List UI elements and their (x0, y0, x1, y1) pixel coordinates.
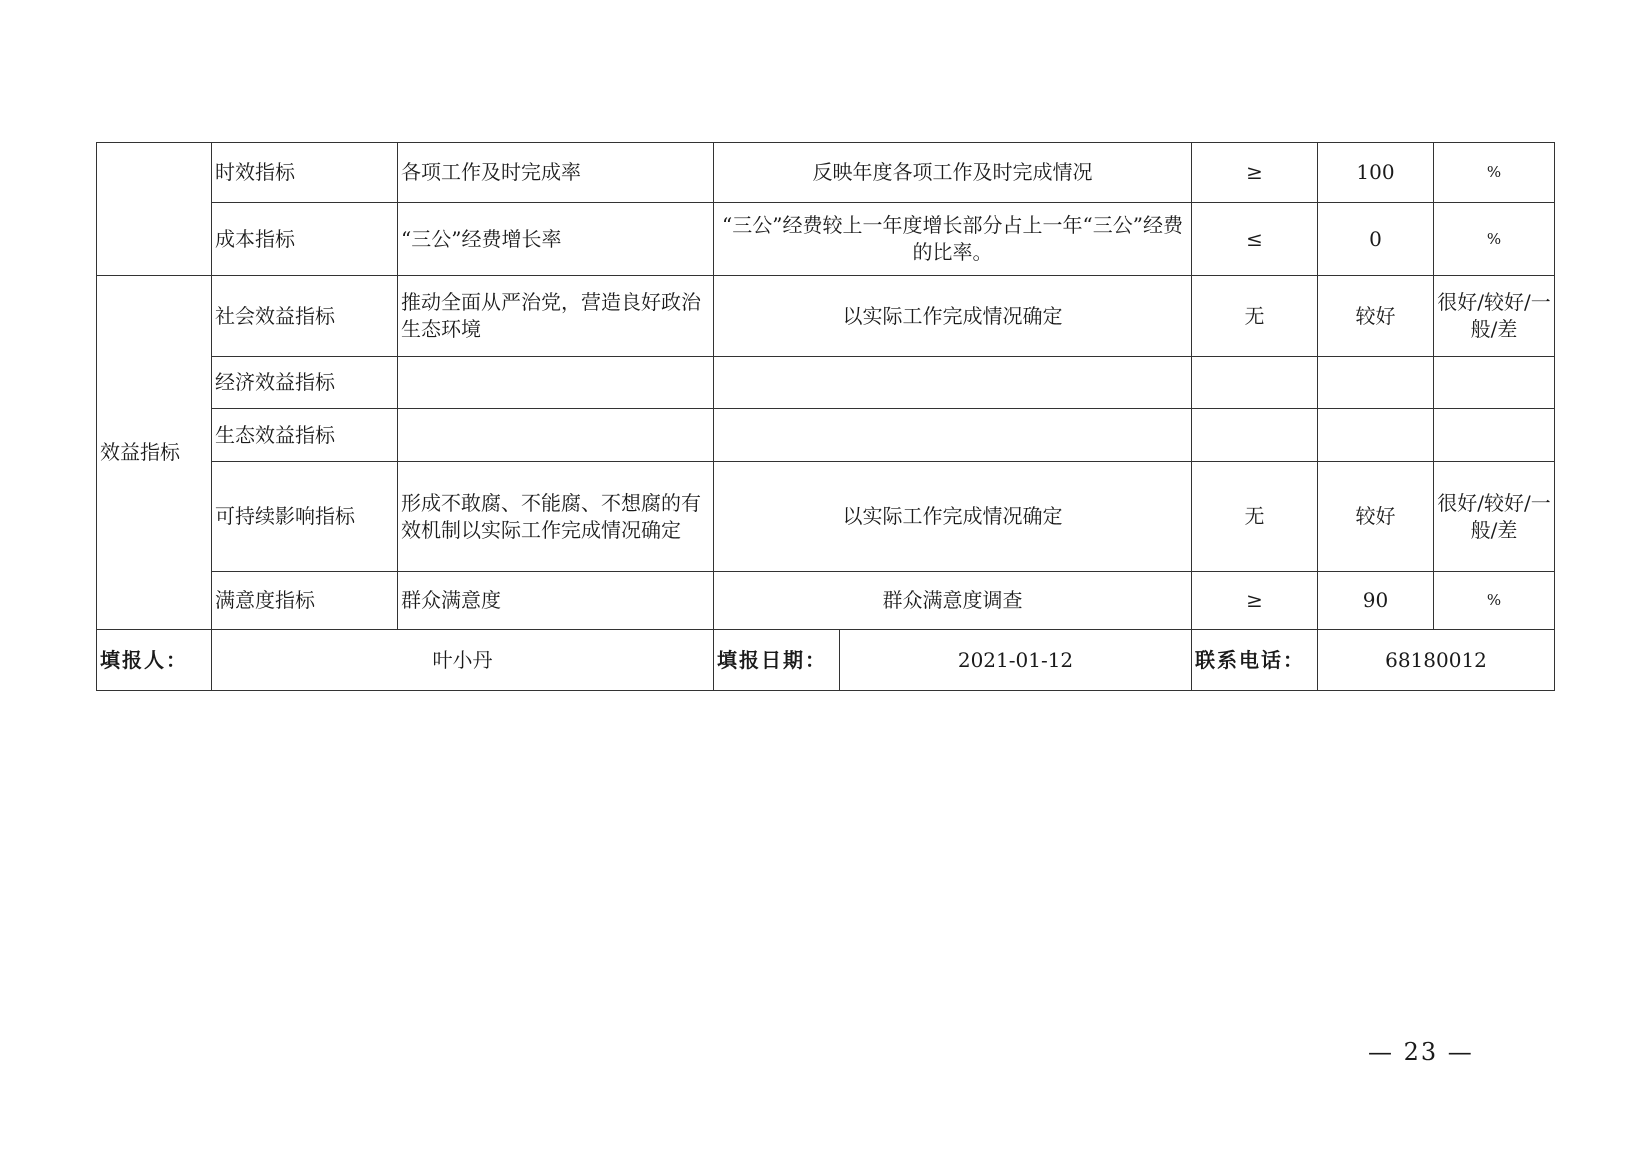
item-cell: “三公”经费增长率 (398, 203, 714, 276)
page-number: — 23 — (1368, 1038, 1474, 1066)
operator-cell (1192, 409, 1318, 462)
item-cell: 推动全面从严治党，营造良好政治生态环境 (398, 276, 714, 357)
target-cell: 90 (1318, 572, 1434, 630)
description-cell (714, 357, 1192, 409)
table-row (97, 203, 1555, 276)
table-row (97, 276, 1555, 357)
item-cell (398, 409, 714, 462)
description-cell: 反映年度各项工作及时完成情况 (714, 143, 1192, 203)
benefit-category-cell: 效益指标 (97, 276, 212, 630)
operator-cell: 无 (1192, 276, 1318, 357)
indicator-cell: 可持续影响指标 (212, 462, 398, 572)
phone-value: 68180012 (1318, 630, 1555, 691)
indicator-cell: 社会效益指标 (212, 276, 398, 357)
description-cell: “三公”经费较上一年度增长部分占上一年“三公”经费的比率。 (714, 203, 1192, 276)
table-row (97, 357, 1555, 409)
unit-cell: % (1434, 203, 1555, 276)
performance-indicator-table (96, 142, 1555, 691)
description-cell: 以实际工作完成情况确定 (714, 462, 1192, 572)
target-cell: 0 (1318, 203, 1434, 276)
operator-cell: ≤ (1192, 203, 1318, 276)
item-cell: 群众满意度 (398, 572, 714, 630)
footer-row (97, 630, 1555, 691)
phone-label: 联系电话： (1192, 630, 1318, 691)
operator-cell: ≥ (1192, 572, 1318, 630)
indicator-cell: 时效指标 (212, 143, 398, 203)
target-cell (1318, 409, 1434, 462)
item-cell: 各项工作及时完成率 (398, 143, 714, 203)
unit-cell: 很好/较好/一般/差 (1434, 462, 1555, 572)
table-row (97, 462, 1555, 572)
indicator-cell: 生态效益指标 (212, 409, 398, 462)
indicator-cell: 经济效益指标 (212, 357, 398, 409)
description-cell: 以实际工作完成情况确定 (714, 276, 1192, 357)
category-cell-empty (97, 143, 212, 276)
filler-label: 填报人： (97, 630, 212, 691)
table-row (97, 572, 1555, 630)
date-value: 2021-01-12 (840, 630, 1192, 691)
unit-cell: 很好/较好/一般/差 (1434, 276, 1555, 357)
date-label: 填报日期： (714, 630, 840, 691)
target-cell: 较好 (1318, 462, 1434, 572)
operator-cell: ≥ (1192, 143, 1318, 203)
target-cell: 较好 (1318, 276, 1434, 357)
target-cell: 100 (1318, 143, 1434, 203)
indicator-cell: 满意度指标 (212, 572, 398, 630)
item-cell: 形成不敢腐、不能腐、不想腐的有效机制以实际工作完成情况确定 (398, 462, 714, 572)
item-cell (398, 357, 714, 409)
unit-cell (1434, 357, 1555, 409)
table-row (97, 143, 1555, 203)
unit-cell (1434, 409, 1555, 462)
unit-cell: % (1434, 572, 1555, 630)
target-cell (1318, 357, 1434, 409)
table-row (97, 409, 1555, 462)
description-cell: 群众满意度调查 (714, 572, 1192, 630)
description-cell (714, 409, 1192, 462)
filler-name: 叶小丹 (212, 630, 714, 691)
indicator-cell: 成本指标 (212, 203, 398, 276)
operator-cell: 无 (1192, 462, 1318, 572)
unit-cell: % (1434, 143, 1555, 203)
operator-cell (1192, 357, 1318, 409)
